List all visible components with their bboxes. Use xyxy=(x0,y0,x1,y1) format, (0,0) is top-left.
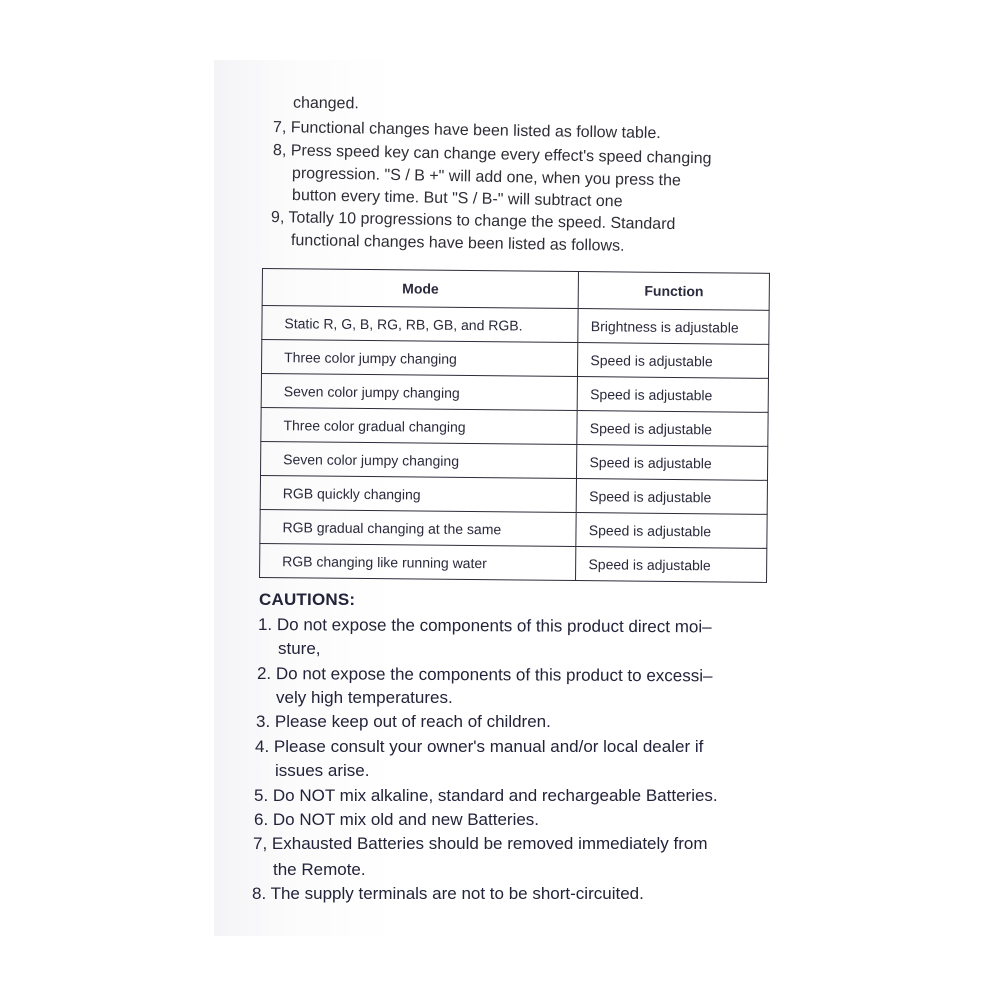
caution-line: 7, Exhausted Batteries should be removed immediately from xyxy=(253,834,708,853)
mode-cell: RGB gradual changing at the same xyxy=(260,509,577,546)
function-table xyxy=(259,268,770,583)
function-cell: Speed is adjustable xyxy=(578,343,769,379)
instructions-block xyxy=(0,0,1000,260)
caution-line: vely high temperatures. xyxy=(276,688,453,707)
table-row xyxy=(260,543,767,582)
mode-column-header: Mode xyxy=(262,269,579,309)
cautions-heading: CAUTIONS: xyxy=(259,590,356,609)
table-row xyxy=(260,475,767,514)
function-column-header: Function xyxy=(578,272,769,311)
caution-line: 4. Please consult your owner's manual and/or local dealer if xyxy=(255,737,704,756)
mode-cell: Three color gradual changing xyxy=(261,407,578,444)
mode-cell: Seven color jumpy changing xyxy=(261,441,578,478)
instruction-line: functional changes have been listed as follows. xyxy=(290,232,625,255)
caution-line: the Remote. xyxy=(273,860,366,879)
caution-line: 2. Do not expose the components of this product to excessi– xyxy=(256,664,713,686)
mode-cell: Static R, G, B, RG, RB, GB, and RGB. xyxy=(262,306,579,343)
function-cell: Speed is adjustable xyxy=(577,445,768,481)
table-row xyxy=(261,407,768,446)
caution-line: 5. Do NOT mix alkaline, standard and rechargeable Batteries. xyxy=(254,786,718,805)
function-cell: Speed is adjustable xyxy=(577,377,768,413)
mode-cell: Seven color jumpy changing xyxy=(261,373,578,410)
instruction-line: 9, Totally 10 progressions to change the speed. Standard xyxy=(270,209,676,234)
function-cell: Speed is adjustable xyxy=(577,411,768,447)
instruction-line: 7, Functional changes have been listed as follow table. xyxy=(272,119,661,143)
caution-line: issues arise. xyxy=(275,761,370,780)
mode-cell: Three color jumpy changing xyxy=(261,340,578,377)
caution-line: 1. Do not expose the components of this product direct moi– xyxy=(257,615,712,637)
mode-cell: RGB changing like running water xyxy=(260,543,577,580)
function-cell: Speed is adjustable xyxy=(576,547,767,583)
table-row xyxy=(261,373,768,412)
table-header-row xyxy=(262,269,769,311)
caution-line: 8. The supply terminals are not to be short-circuited. xyxy=(252,884,644,903)
table-row xyxy=(261,441,768,480)
mode-cell: RGB quickly changing xyxy=(260,475,577,512)
instruction-line: changed. xyxy=(292,94,359,113)
instruction-line: 8, Press speed key can change every effect's speed changing xyxy=(272,142,712,168)
table-row xyxy=(262,306,769,345)
function-cell: Speed is adjustable xyxy=(577,479,768,515)
instruction-line: progression. "S / B +" will add one, when you press the xyxy=(291,165,682,190)
caution-line: 3. Please keep out of reach of children. xyxy=(256,712,551,731)
table-row xyxy=(260,509,767,548)
instruction-line: button every time. But "S / B-" will subtract one xyxy=(291,187,623,211)
caution-line: 6. Do NOT mix old and new Batteries. xyxy=(254,810,540,829)
function-cell: Brightness is adjustable xyxy=(578,309,769,345)
function-cell: Speed is adjustable xyxy=(576,513,767,549)
table-row xyxy=(261,340,768,379)
caution-line: sture, xyxy=(278,639,321,658)
